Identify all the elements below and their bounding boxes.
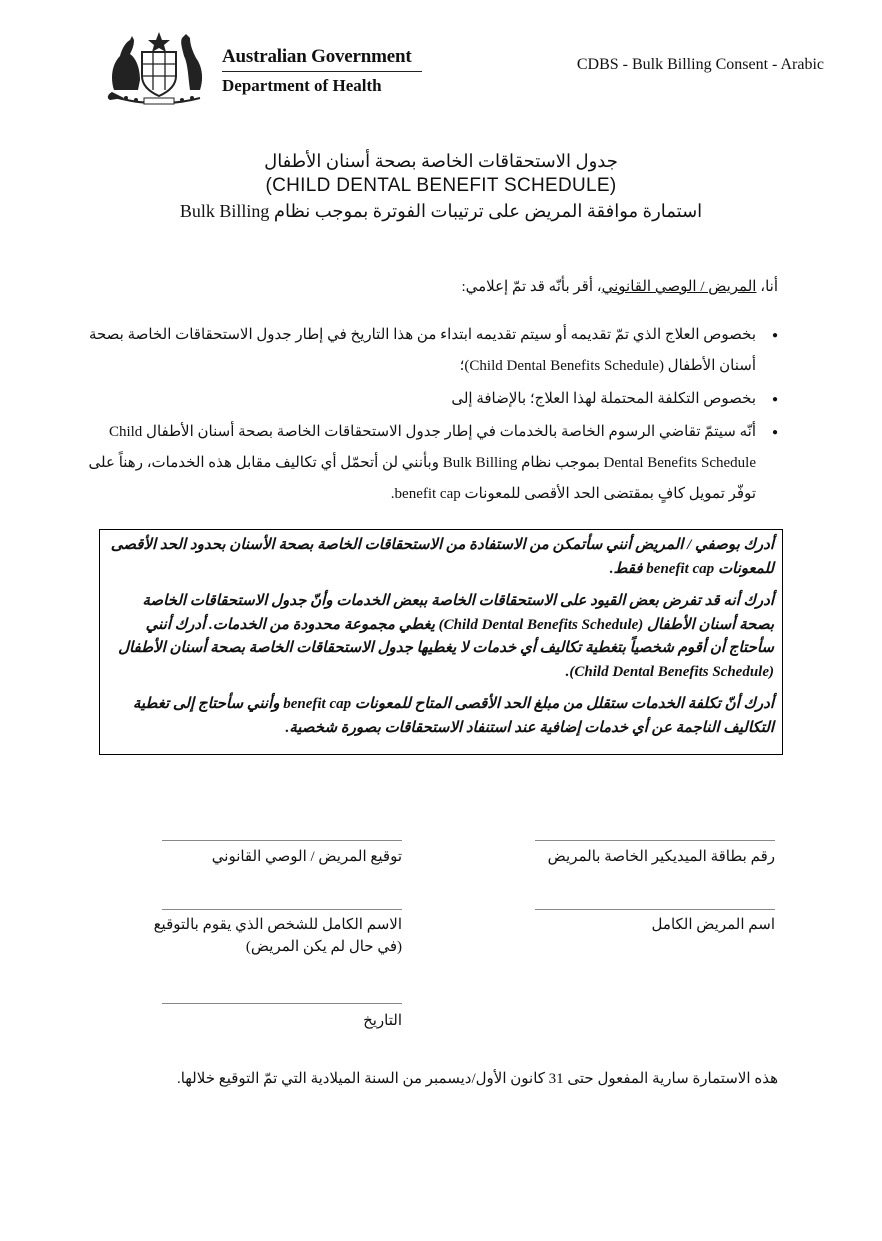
signer-note: (في حال لم يكن المريض) <box>245 939 402 955</box>
australian-coat-of-arms-icon <box>104 28 214 106</box>
intro-statement <box>98 276 778 298</box>
medicare-number-line[interactable] <box>535 840 775 841</box>
patient-signature-line[interactable] <box>162 840 402 841</box>
notice-paragraph: أدرك بوصفي / المريض أنني سأتمكن من الاستفادة من الاستحقاقات الخاصة بصحة الأسنان بحدود الحد الأقصى للمعونات benefit cap فقط. <box>110 537 774 577</box>
form-subtitle: استمارة موافقة المريض على ترتيبات الفوترة بموجب نظام Bulk Billing <box>179 201 703 221</box>
patient-full-name-line[interactable] <box>535 909 775 910</box>
benefit-cap-notice-box <box>99 529 783 755</box>
intro-suffix: ، أقر بأنّه قد تمّ إعلامي: <box>461 279 602 295</box>
acknowledgement-list <box>84 320 778 512</box>
patient-signature-label: توقيع المريض / الوصي القانوني <box>211 849 402 865</box>
form-code: CDBS - Bulk Billing Consent - Arabic <box>576 56 824 73</box>
date-line[interactable] <box>162 1003 402 1004</box>
government-identity <box>222 46 422 96</box>
signer-full-name-label: الاسم الكامل للشخص الذي يقوم بالتوقيع <box>153 917 402 933</box>
page-header <box>104 28 824 108</box>
list-item: ● بخصوص العلاج الذي تمّ تقديمه أو سيتم تقديمه ابتداء من هذا التاريخ في إطار جدول الاستحقاقات الخاصة بصحة أسنان الأطفال (Child Dental Benefits Schedule)؛ <box>84 320 756 382</box>
list-item: ● بخصوص التكلفة المحتملة لهذا العلاج؛ بالإضافة إلى <box>84 384 756 415</box>
signer-full-name-line[interactable] <box>162 909 402 910</box>
intro-underlined: المريض / الوصي القانوني <box>601 279 757 295</box>
validity-statement: هذه الاستمارة سارية المفعول حتى 31 كانون الأول/ديسمبر من السنة الميلادية التي تمّ التوقيع خلالها. <box>176 1071 778 1087</box>
intro-prefix: أنا، <box>756 279 778 295</box>
government-title: Australian Government <box>222 46 412 67</box>
date-label: التاريخ <box>363 1013 402 1029</box>
arabic-title: جدول الاستحقاقات الخاصة بصحة أسنان الأطفال <box>264 151 618 171</box>
english-title: (CHILD DENTAL BENEFIT SCHEDULE) <box>265 175 617 196</box>
patient-full-name-label: اسم المريض الكامل <box>651 917 775 933</box>
document-titles <box>100 148 782 224</box>
list-item: ● أنّه سيتمّ تقاضي الرسوم الخاصة بالخدمات في إطار جدول الاستحقاقات الخاصة بصحة أسنان الأطفال Child Dental Benefits Schedule بموجب نظام Bulk Billing وبأنني لن أتحمّل أي تكاليف مقابل هذه الخدمات، رهناً على توفّر تمويل كافٍ بمقتضى الحد الأقصى للمعونات benefit cap. <box>84 417 756 510</box>
medicare-number-label: رقم بطاقة الميديكير الخاصة بالمريض <box>547 849 775 865</box>
department-name: Department of Health <box>222 76 382 95</box>
title-divider <box>222 71 422 72</box>
notice-paragraph: أدرك أنه قد تفرض بعض القيود على الاستحقاقات الخاصة ببعض الخدمات وأنّ جدول الاستحقاقات الخاصة بصحة أسنان الأطفال (Child Dental Benefits Schedule) يغطي مجموعة محدودة من الخدمات. أدرك أنني سأحتاج أن أقوم شخصياً بتغطية تكاليف أي خدمات لا يغطيها جدول الاستحقاقات الخاصة بصحة أسنان الأطفال (Child Dental Benefits Schedule). <box>118 593 774 680</box>
notice-paragraph: أدرك أنّ تكلفة الخدمات ستقلل من مبلغ الحد الأقصى المتاح للمعونات benefit cap وأنني سأحتاج إلى تغطية التكاليف الناجمة عن أي خدمات إضافية عند استنفاد الاستحقاقات بصورة شخصية. <box>132 696 774 736</box>
